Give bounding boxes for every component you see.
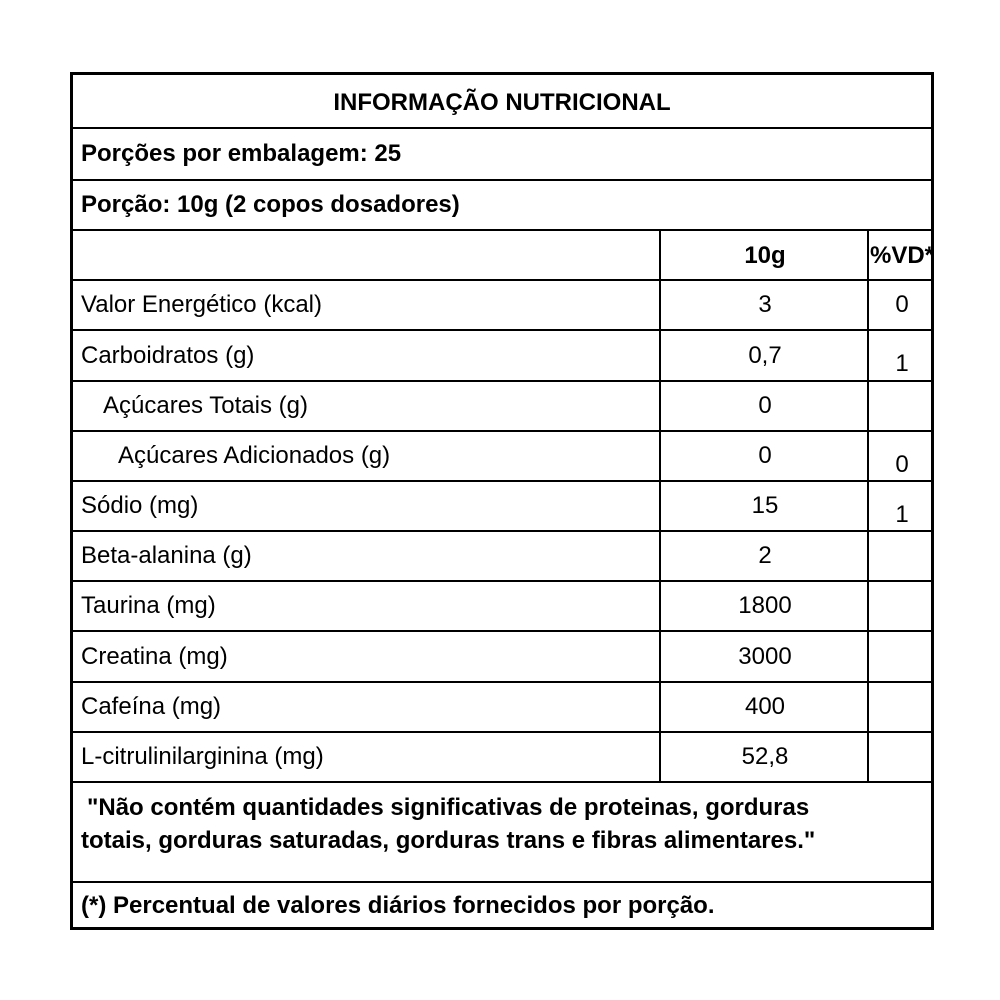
row-name-creatine: Creatina (mg) — [81, 643, 228, 670]
serving-size: Porção: 10g (2 copos dosadores) — [81, 191, 460, 218]
row-name-taurine: Taurina (mg) — [81, 592, 216, 619]
column-divider — [659, 229, 661, 781]
row-name-citrulline-arginine: L-citrulinilarginina (mg) — [81, 743, 324, 770]
row-amount-sodium: 15 — [751, 492, 779, 519]
note — [81, 791, 926, 857]
note-line-2: totais, gorduras saturadas, gorduras trans e fibras alimentares." — [81, 827, 816, 854]
row-name-total-sugars: Açúcares Totais (g) — [103, 392, 308, 419]
row-name-beta-alanine: Beta-alanina (g) — [81, 542, 252, 569]
row-name-carbohydrates: Carboidratos (g) — [81, 342, 255, 369]
row-amount-creatine: 3000 — [738, 643, 792, 670]
row-name-caffeine: Cafeína (mg) — [81, 693, 222, 720]
column-header-daily-value: %VD* — [869, 242, 935, 269]
row-dv-sodium: 1 — [895, 501, 909, 528]
column-divider — [867, 229, 869, 781]
row-dv-taurine — [869, 582, 935, 630]
servings-per-package: Porções por embalagem: 25 — [81, 140, 402, 167]
row-dv-energy: 0 — [895, 291, 909, 318]
row-amount-added-sugars: 0 — [758, 442, 772, 469]
row-name-sodium: Sódio (mg) — [81, 492, 199, 519]
nutrition-facts-table — [70, 72, 934, 930]
footnote: (*) Percentual de valores diários fornecidos por porção. — [81, 892, 715, 919]
table-title: INFORMAÇÃO NUTRICIONAL — [333, 88, 671, 116]
row-dv-caffeine — [869, 683, 935, 731]
divider — [73, 781, 931, 783]
row-amount-citrulline-arginine: 52,8 — [741, 743, 789, 770]
row-dv-total-sugars — [869, 382, 935, 430]
row-name-added-sugars: Açúcares Adicionados (g) — [118, 442, 391, 469]
row-dv-beta-alanine — [869, 532, 935, 580]
column-header-amount: 10g — [744, 242, 786, 269]
row-amount-caffeine: 400 — [744, 693, 786, 720]
row-dv-added-sugars: 0 — [895, 451, 909, 478]
row-amount-beta-alanine: 2 — [758, 542, 772, 569]
note-line-1: "Não contém quantidades significativas de proteinas, gorduras — [87, 794, 810, 821]
row-name-energy: Valor Energético (kcal) — [81, 291, 322, 318]
row-amount-total-sugars: 0 — [758, 392, 772, 419]
row-amount-carbohydrates: 0,7 — [748, 342, 782, 369]
row-dv-carbohydrates: 1 — [895, 350, 909, 377]
row-dv-creatine — [869, 632, 935, 682]
row-amount-energy: 3 — [758, 291, 772, 318]
row-dv-citrulline-arginine — [869, 733, 935, 781]
row-amount-taurine: 1800 — [738, 592, 792, 619]
